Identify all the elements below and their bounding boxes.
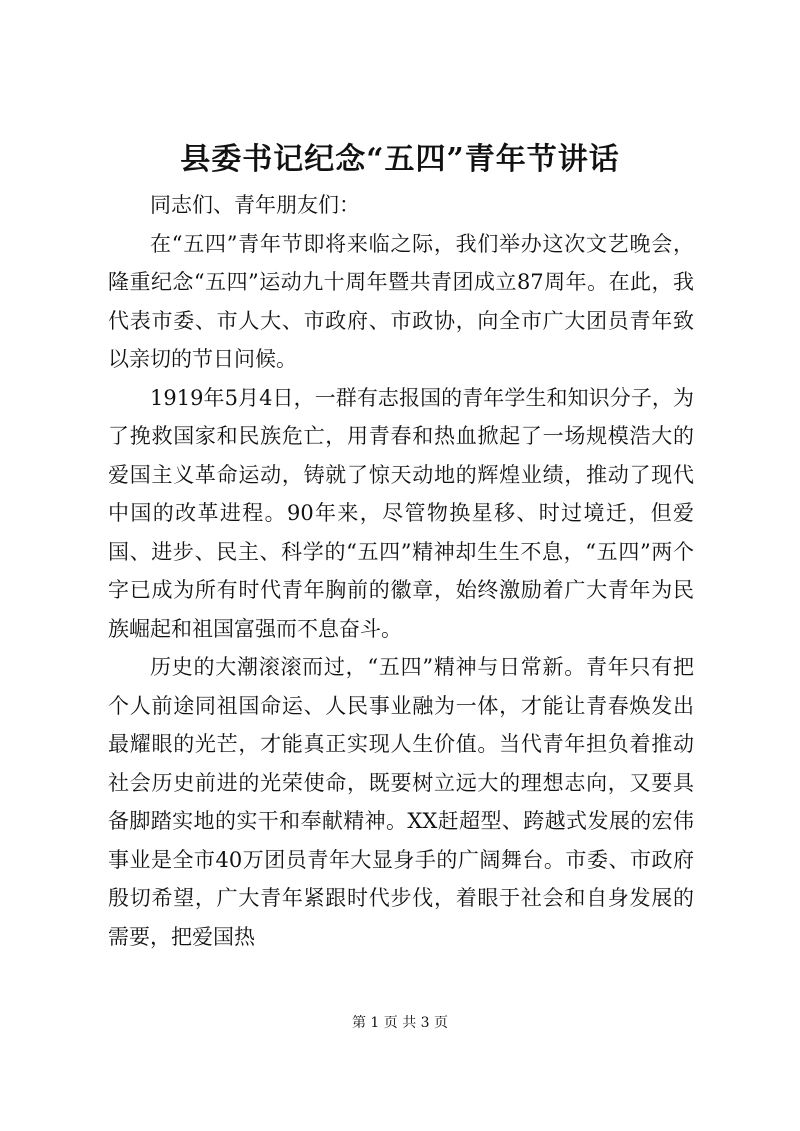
document-body	[108, 186, 694, 956]
page-title: 县委书记纪念“五四”青年节讲话	[180, 142, 620, 177]
salutation-paragraph: 同志们、青年朋友们：	[150, 193, 360, 217]
paragraph: 历史的大潮滚滚而过，“五四”精神与日常新。青年只有把个人前途同祖国命运、人民事业融为一体，才能让青春焕发出最耀眼的光芒，才能真正实现人生价值。当代青年担负着推动社会历史前进的光荣使命，既要树立远大的理想志向，又要具备脚踏实地的实干和奉献精神。XX赶超型、跨越式发展的宏伟事业是全市40万团员青年大显身手的广阔舞台。市委、市政府殷切希望，广大青年紧跟时代步伐，着眼于社会和自身发展的需要，把爱国热	[108, 655, 694, 949]
page-footer: 第 1 页 共 3 页	[351, 1015, 449, 1031]
paragraph: 在“五四”青年节即将来临之际，我们举办这次文艺晚会，隆重纪念“五四”运动九十周年暨共青团成立87周年。在此，我代表市委、市人大、市政府、市政协，向全市广大团员青年致以亲切的节日问候。	[108, 231, 694, 371]
paragraph: 1919年5月4日，一群有志报国的青年学生和知识分子，为了挽救国家和民族危亡，用青春和热血掀起了一场规模浩大的爱国主义革命运动，铸就了惊天动地的辉煌业绩，推动了现代中国的改革进程。90年来，尽管物换星移、时过境迁，但爱国、进步、民主、科学的“五四”精神却生生不息，“五四”两个字已成为所有时代青年胸前的徽章，始终激励着广大青年为民族崛起和祖国富强而不息奋斗。	[108, 385, 694, 641]
